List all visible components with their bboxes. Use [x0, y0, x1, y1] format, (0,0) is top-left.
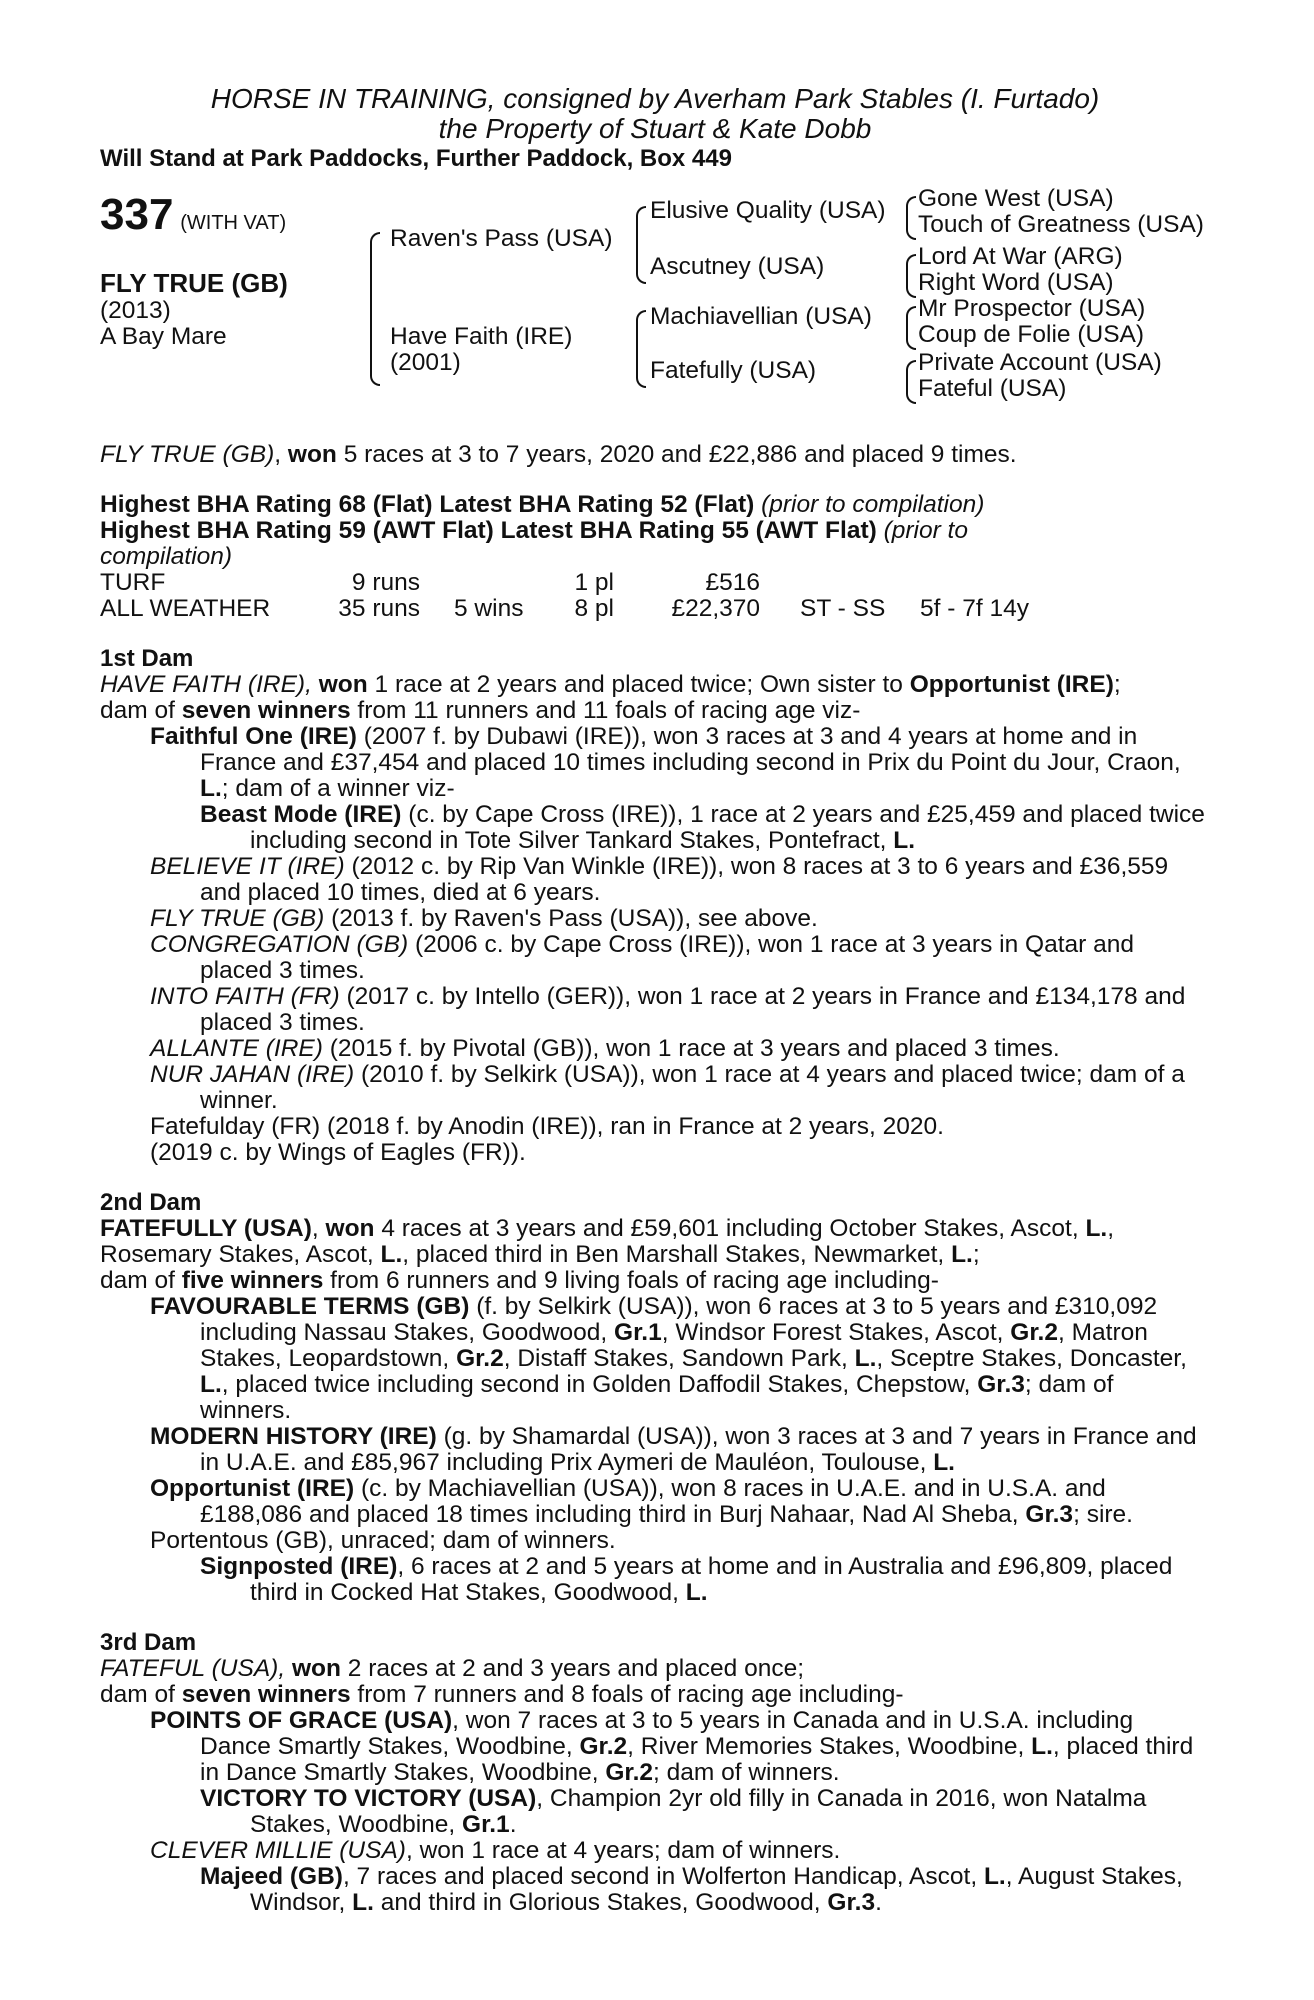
- sire-name: Raven's Pass (USA): [390, 225, 613, 252]
- progeny-text: (2015 f. by Pivotal (GB)), won 1 race at 3 years and placed 3 times.: [329, 1035, 1060, 1062]
- sire-dam: Ascutney (USA): [650, 253, 825, 280]
- race-grade: L.: [951, 1241, 973, 1268]
- dam2-name: FATEFULLY (USA): [100, 1215, 312, 1242]
- progeny-entry: [100, 1062, 1210, 1114]
- progeny-text: (2010 f. by Selkirk (USA)), won 1 race at 4 years and placed twice; dam of a winner.: [200, 1061, 1185, 1114]
- progeny-text: , 6 races at 2 and 5 years at home and in Australia and £96,809, placed third in Cocked Hat Stakes, Goodwood,: [250, 1553, 1173, 1606]
- progeny-entry: [100, 932, 1210, 984]
- progeny-entry: Fatefulday (FR) (2018 f. by Anodin (IRE)), ran in France at 2 years, 2020.: [150, 1113, 944, 1140]
- stats-pl: 8 pl: [574, 595, 614, 622]
- progeny-text: .: [875, 1889, 882, 1916]
- progeny-text: (c. by Machiavellian (USA)), won 8 races in U.A.E. and in U.S.A. and £188,086 and placed 18 times including third in Burj Nahaar, Nad Al Sheba,: [200, 1475, 1106, 1528]
- consignor-line: HORSE IN TRAINING, consigned by Averham Park Stables (I. Furtado): [210, 83, 1100, 114]
- rating-awt: Highest BHA Rating 59 (AWT Flat) Latest BHA Rating 55 (AWT Flat): [100, 517, 877, 544]
- progeny-text: , won 7 races at 3 to 5 years in Canada and in U.S.A. including Dance Smartly Stakes, Woodbine,: [200, 1707, 1134, 1760]
- progeny-text: , River Memories Stakes, Woodbine,: [627, 1733, 1025, 1760]
- stats-going: [800, 570, 920, 596]
- first-dam-section: [100, 646, 1210, 1166]
- race-grade: L.: [983, 1863, 1006, 1890]
- gen4-6: Coup de Folie (USA): [918, 321, 1145, 348]
- race-grade: L.: [380, 1241, 403, 1268]
- progeny-name: Majeed (GB): [200, 1863, 343, 1890]
- stats-runs: 35 runs: [338, 595, 420, 622]
- ratings-block: [100, 492, 1210, 622]
- dam1-sister: Opportunist (IRE): [909, 671, 1114, 698]
- progeny-entry: [100, 1036, 1210, 1062]
- race-summary: FLY TRUE (GB), won 5 races at 3 to 7 years, 2020 and £22,886 and placed 9 times.: [100, 441, 1017, 468]
- race-grade: L.: [685, 1579, 708, 1606]
- progeny-text: , August Stakes, Windsor,: [250, 1863, 1183, 1916]
- race-grade: L.: [200, 775, 222, 802]
- dam1-foals: from 11 runners and 11 foals of racing age viz-: [357, 697, 861, 724]
- progeny-text: ; dam of winners.: [653, 1759, 840, 1786]
- progeny-text: (2006 c. by Cape Cross (IRE)), won 1 race at 3 years in Qatar and placed 3 times.: [200, 931, 1134, 984]
- punct: ,: [311, 1215, 319, 1242]
- progeny-name: Opportunist (IRE): [150, 1475, 355, 1502]
- lot-number: 337: [100, 190, 174, 239]
- horse-name: FLY TRUE (GB): [100, 268, 288, 298]
- progeny-name: FLY TRUE (GB): [150, 905, 325, 932]
- progeny-text: (2007 f. by Dubawi (IRE)), won 3 races at 3 and 4 years at home and in France and £37,454 and placed 10 times including second in Prix du Point du Jour, Craon,: [200, 723, 1181, 776]
- progeny-text: ; dam of a winner viz-: [221, 775, 455, 802]
- pedigree-block: [100, 185, 1210, 442]
- summary-rest: 5 races at 3 to 7 years, 2020 and £22,886 and placed 9 times.: [343, 441, 1017, 468]
- dam2-foals: from 6 runners and 9 living foals of racing age including-: [330, 1267, 939, 1294]
- horse-description: A Bay Mare: [100, 323, 227, 350]
- progeny-text: (g. by Shamardal (USA)), won 3 races at 3 and 7 years in France and in U.A.E. and £85,967 including Prix Aymeri de Mauléon, Toulouse,: [200, 1423, 1197, 1476]
- second-dam-section: [100, 1190, 1210, 1606]
- progeny-text: ; sire.: [1073, 1501, 1133, 1528]
- progeny-text: (2012 c. by Rip Van Winkle (IRE)), won 8 races at 3 to 6 years and £36,559 and placed 10 times, died at 6 years.: [200, 853, 1169, 906]
- dam-name: Have Faith (IRE): [390, 323, 573, 350]
- rating-awt-note: (prior to: [883, 517, 968, 544]
- progeny-name: POINTS OF GRACE (USA): [150, 1707, 453, 1734]
- gen4-2: Touch of Greatness (USA): [918, 211, 1204, 238]
- progeny-entry: (2019 c. by Wings of Eagles (FR)).: [150, 1139, 526, 1166]
- progeny-name: CONGREGATION (GB): [150, 931, 409, 958]
- progeny-text: , won 1 race at 4 years; dam of winners.: [405, 1837, 841, 1864]
- progeny-text: , 7 races and placed second in Wolferton Handicap, Ascot,: [342, 1863, 978, 1890]
- progeny-name: MODERN HISTORY (IRE): [150, 1423, 437, 1450]
- progeny-text: (2017 c. by Intello (GER)), won 1 race at 2 years in France and £134,178 and placed 3 times.: [200, 983, 1186, 1036]
- race-grade: Gr.1: [462, 1811, 510, 1838]
- progeny-name: FAVOURABLE TERMS (GB): [150, 1293, 470, 1320]
- progeny-text: and third in Glorious Stakes, Goodwood,: [380, 1889, 821, 1916]
- gen4-1: Gone West (USA): [918, 185, 1114, 212]
- dam3-name: FATEFUL (USA),: [100, 1655, 286, 1682]
- progeny-name: Beast Mode (IRE): [200, 801, 402, 828]
- summary-won: won: [287, 441, 337, 468]
- second-dam-heading: 2nd Dam: [100, 1189, 202, 1216]
- progeny-text: , Distaff Stakes, Sandown Park,: [503, 1345, 848, 1372]
- dam3-damof: dam of: [100, 1681, 175, 1708]
- brace-sire: [636, 206, 646, 284]
- race-grade: L.: [352, 1889, 374, 1916]
- rating-flat: Highest BHA Rating 68 (Flat) Latest BHA Rating 52 (Flat): [100, 491, 755, 518]
- progeny-name: CLEVER MILLIE (USA): [150, 1837, 406, 1864]
- progeny-text: , placed third in Dance Smartly Stakes, Woodbine,: [200, 1733, 1194, 1786]
- progeny-name: NUR JAHAN (IRE): [150, 1061, 355, 1088]
- race-grade: Gr.3: [1025, 1501, 1074, 1528]
- race-grade: Gr.1: [614, 1319, 662, 1346]
- progeny-text: , placed twice including second in Golden Daffodil Stakes, Chepstow,: [221, 1371, 971, 1398]
- summary-name: FLY TRUE (GB): [100, 441, 275, 468]
- dam1-winners: seven winners: [181, 697, 351, 724]
- dam-dam: Fatefully (USA): [650, 357, 817, 384]
- progeny-entry: [100, 1476, 1210, 1528]
- dam1-punct: ;: [1113, 671, 1121, 698]
- dam-year: (2001): [390, 349, 461, 376]
- race-grade: L.: [893, 827, 916, 854]
- progeny-name: VICTORY TO VICTORY (USA): [200, 1785, 537, 1812]
- stats-runs: 9 runs: [351, 569, 420, 596]
- brace-dam: [636, 310, 646, 388]
- progeny-entry: Portentous (GB), unraced; dam of winners.: [150, 1527, 616, 1554]
- brace-dss: [906, 306, 916, 350]
- stats-going: ST - SS: [800, 595, 886, 622]
- race-grade: Gr.2: [605, 1759, 654, 1786]
- dam1-damof: dam of: [100, 697, 175, 724]
- progeny-entry: [100, 1708, 1210, 1786]
- progeny-text: (f. by Selkirk (USA)), won 6 races at 3 to 5 years and £310,092 including Nassau Stakes, Goodwood,: [200, 1293, 1158, 1346]
- progeny-entry: [100, 1786, 1210, 1838]
- gen4-8: Fateful (USA): [918, 375, 1067, 402]
- progeny-entry: [100, 724, 1210, 802]
- progeny-entry: [100, 984, 1210, 1036]
- progeny-name: Faithful One (IRE): [150, 723, 357, 750]
- gen4-5: Mr Prospector (USA): [918, 295, 1146, 322]
- progeny-entry: [100, 1864, 1210, 1916]
- progeny-entry: [100, 1294, 1210, 1424]
- dam2-won: won: [325, 1215, 375, 1242]
- gen4-7: Private Account (USA): [918, 349, 1162, 376]
- progeny-entry: [100, 1554, 1210, 1606]
- dam2-text: , placed third in Ben Marshall Stakes, Newmarket,: [402, 1241, 945, 1268]
- rating-awt-note-2: compilation): [100, 543, 233, 570]
- third-dam-section: [100, 1630, 1210, 1916]
- race-grade: L.: [933, 1449, 955, 1476]
- foaling-year: (2013): [100, 297, 171, 324]
- stats-pl: 1 pl: [574, 569, 614, 596]
- gen4-3: Lord At War (ARG): [918, 243, 1123, 270]
- dam1-name: HAVE FAITH (IRE),: [100, 671, 312, 698]
- property-line: the Property of Stuart & Kate Dobb: [438, 113, 872, 144]
- race-grade: Gr.2: [456, 1345, 504, 1372]
- rating-flat-note: (prior to compilation): [761, 491, 985, 518]
- sire-sire: Elusive Quality (USA): [650, 197, 886, 224]
- dam2-damof: dam of: [100, 1267, 175, 1294]
- progeny-text: , Sceptre Stakes, Doncaster,: [876, 1345, 1187, 1372]
- progeny-text: .: [509, 1811, 517, 1838]
- race-grade: Gr.2: [1010, 1319, 1058, 1346]
- progeny-entry: [100, 854, 1210, 906]
- brace-sss: [906, 196, 916, 240]
- vat-label: (WITH VAT): [180, 212, 287, 234]
- progeny-entry: [100, 1838, 1210, 1864]
- stand-line: Will Stand at Park Paddocks, Further Paddock, Box 449: [100, 145, 732, 172]
- stats-wins: 5 wins: [454, 595, 524, 622]
- progeny-name: Signposted (IRE): [200, 1553, 398, 1580]
- stats-wins: [454, 570, 544, 596]
- dam2-text: 4 races at 3 years and £59,601 including October Stakes, Ascot,: [381, 1215, 1079, 1242]
- race-grade: Gr.3: [977, 1371, 1025, 1398]
- brace-gen1: [370, 232, 380, 386]
- progeny-text: , Matron Stakes, Leopardstown,: [200, 1319, 1148, 1372]
- catalogue-page: [100, 0, 1210, 1916]
- stats-money: £516: [705, 569, 760, 596]
- stats-row-aw: [100, 596, 1029, 622]
- punct: ;: [972, 1241, 980, 1268]
- progeny-name: ALLANTE (IRE): [150, 1035, 323, 1062]
- third-dam-heading: 3rd Dam: [100, 1629, 197, 1656]
- stats-money: £22,370: [671, 595, 760, 622]
- dam1-won: won: [318, 671, 368, 698]
- dam3-foals: from 7 runners and 8 foals of racing age including-: [357, 1681, 904, 1708]
- progeny-name: BELIEVE IT (IRE): [150, 853, 345, 880]
- race-grade: L.: [854, 1345, 877, 1372]
- race-grade: Gr.3: [827, 1889, 876, 1916]
- stats-table: [100, 570, 1029, 622]
- race-grade: L.: [1085, 1215, 1108, 1242]
- dam1-text: 1 race at 2 years and placed twice; Own sister to: [374, 671, 903, 698]
- stats-surface: TURF: [100, 569, 166, 596]
- first-dam-heading: 1st Dam: [100, 645, 194, 672]
- progeny-entry: [100, 906, 1210, 932]
- stats-row-turf: [100, 570, 1029, 596]
- brace-dds: [906, 360, 916, 404]
- brace-sds: [906, 254, 916, 298]
- progeny-text: , Windsor Forest Stakes, Ascot,: [661, 1319, 1004, 1346]
- progeny-entry: [100, 1424, 1210, 1476]
- progeny-text: (c. by Cape Cross (IRE)), 1 race at 2 years and £25,459 and placed twice including second in Tote Silver Tankard Stakes, Pontefract,: [250, 801, 1205, 854]
- dam3-won: won: [291, 1655, 341, 1682]
- lot-number-wrap: [100, 192, 286, 238]
- progeny-text: ; dam of winners.: [200, 1371, 1114, 1424]
- race-grade: L.: [1031, 1733, 1053, 1760]
- progeny-text: , Champion 2yr old filly in Canada in 2016, won Natalma Stakes, Woodbine,: [250, 1785, 1147, 1838]
- race-grade: L.: [200, 1371, 222, 1398]
- dam3-winners: seven winners: [181, 1681, 351, 1708]
- stats-dist: 5f - 7f 14y: [920, 595, 1029, 622]
- stats-dist: [920, 570, 1029, 596]
- dam2-text: , Rosemary Stakes, Ascot,: [100, 1215, 1115, 1268]
- progeny-text: (2013 f. by Raven's Pass (USA)), see above.: [331, 905, 818, 932]
- progeny-name: INTO FAITH (FR): [150, 983, 340, 1010]
- race-grade: Gr.2: [579, 1733, 628, 1760]
- stats-surface: ALL WEATHER: [100, 595, 271, 622]
- gen4-4: Right Word (USA): [918, 269, 1114, 296]
- progeny-entry: [100, 802, 1210, 854]
- dam-sire: Machiavellian (USA): [650, 303, 872, 330]
- dam3-text: 2 races at 2 and 3 years and placed once;: [347, 1655, 805, 1682]
- dam2-winners: five winners: [181, 1267, 324, 1294]
